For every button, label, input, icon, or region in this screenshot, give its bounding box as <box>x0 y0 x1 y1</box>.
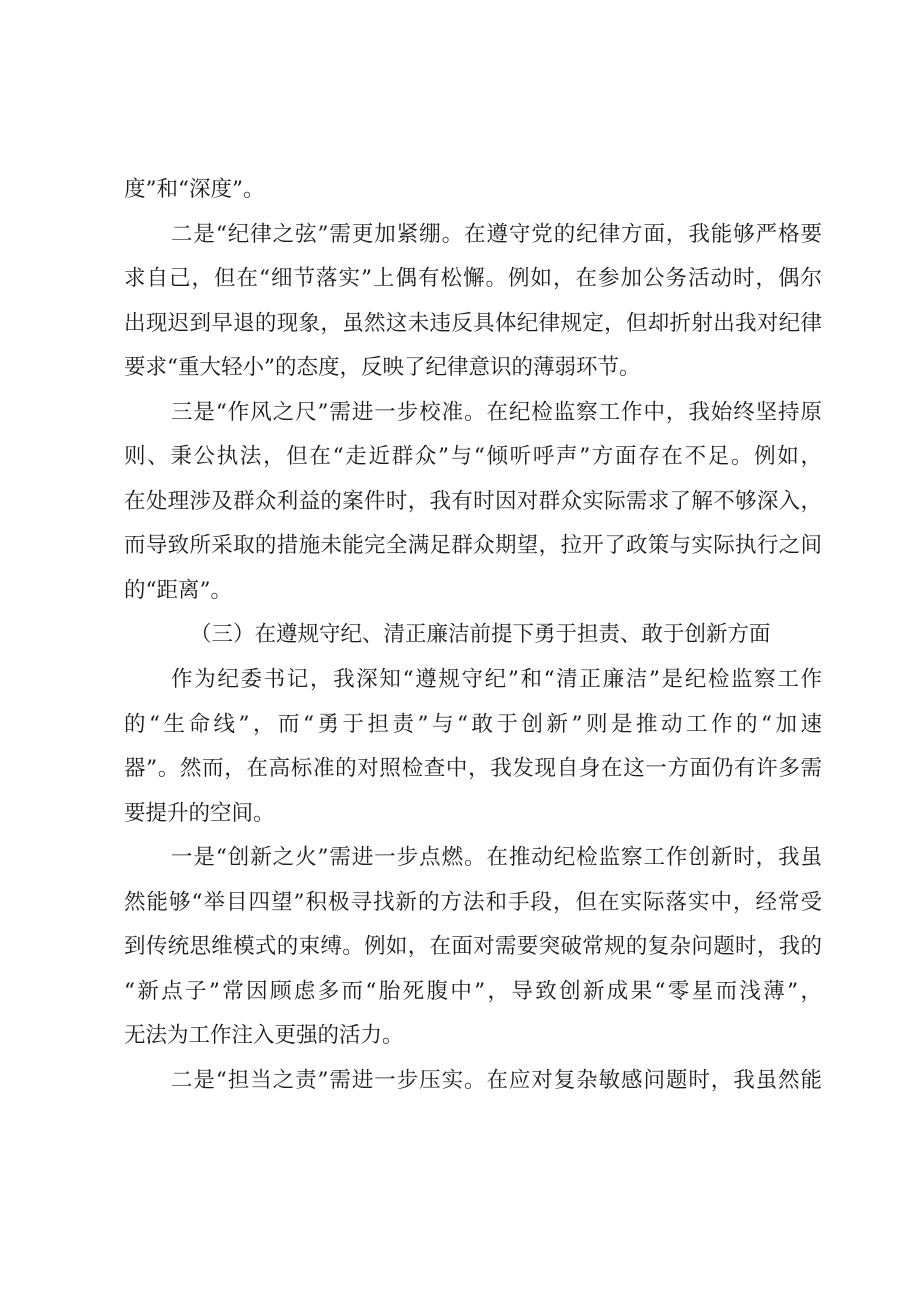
text-line-1: 度”和“深度”。 <box>124 177 265 202</box>
section-heading-3: （三）在遵规守纪、清正廉洁前提下勇于担责、敢于创新方面 <box>190 622 771 647</box>
text-line-19: “新点子”常因顾虑多而“胎死腹中”，导致创新成果“零星而浅薄”， <box>124 979 822 1004</box>
text-line-18: 到传统思维模式的束缚。例如，在面对需要突破常规的复杂问题时，我的 <box>124 934 822 959</box>
text-line-7: 则、秉公执法，但在“走近群众”与“倾听呼声”方面存在不足。例如， <box>124 444 822 469</box>
text-line-14: 器”。然而，在高标准的对照检查中，我发现自身在这一方面仍有许多需 <box>124 756 822 781</box>
text-line-8: 在处理涉及群众利益的案件时，我有时因对群众实际需求了解不够深入， <box>124 489 822 514</box>
text-line-3: 求自己，但在“细节落实”上偶有松懈。例如，在参加公务活动时，偶尔 <box>124 266 822 291</box>
text-line-16: 一是“创新之火”需进一步点燃。在推动纪检监察工作创新时，我虽 <box>171 845 822 870</box>
text-line-10: 的“距离”。 <box>124 578 232 603</box>
text-line-4: 出现迟到早退的现象，虽然这未违反具体纪律规定，但却折射出我对纪律 <box>124 311 822 336</box>
text-line-6: 三是“作风之尺”需进一步校准。在纪检监察工作中，我始终坚持原 <box>171 400 822 425</box>
text-line-9: 而导致所采取的措施未能完全满足群众期望，拉开了政策与实际执行之间 <box>124 533 822 558</box>
text-line-12: 作为纪委书记，我深知“遵规守纪”和“清正廉洁”是纪检监察工作 <box>171 667 822 692</box>
text-line-13: 的“生命线”，而“勇于担责”与“敢于创新”则是推动工作的“加速 <box>124 712 822 737</box>
text-line-21: 二是“担当之责”需进一步压实。在应对复杂敏感问题时，我虽然能 <box>171 1068 822 1093</box>
text-line-2: 二是“纪律之弦”需更加紧绷。在遵守党的纪律方面，我能够严格要 <box>171 222 822 247</box>
text-line-20: 无法为工作注入更强的活力。 <box>124 1023 404 1048</box>
text-line-15: 要提升的空间。 <box>124 801 275 826</box>
text-line-5: 要求“重大轻小”的态度，反映了纪律意识的薄弱环节。 <box>124 355 641 380</box>
text-line-17: 然能够“举目四望”积极寻找新的方法和手段，但在实际落实中，经常受 <box>124 890 822 915</box>
